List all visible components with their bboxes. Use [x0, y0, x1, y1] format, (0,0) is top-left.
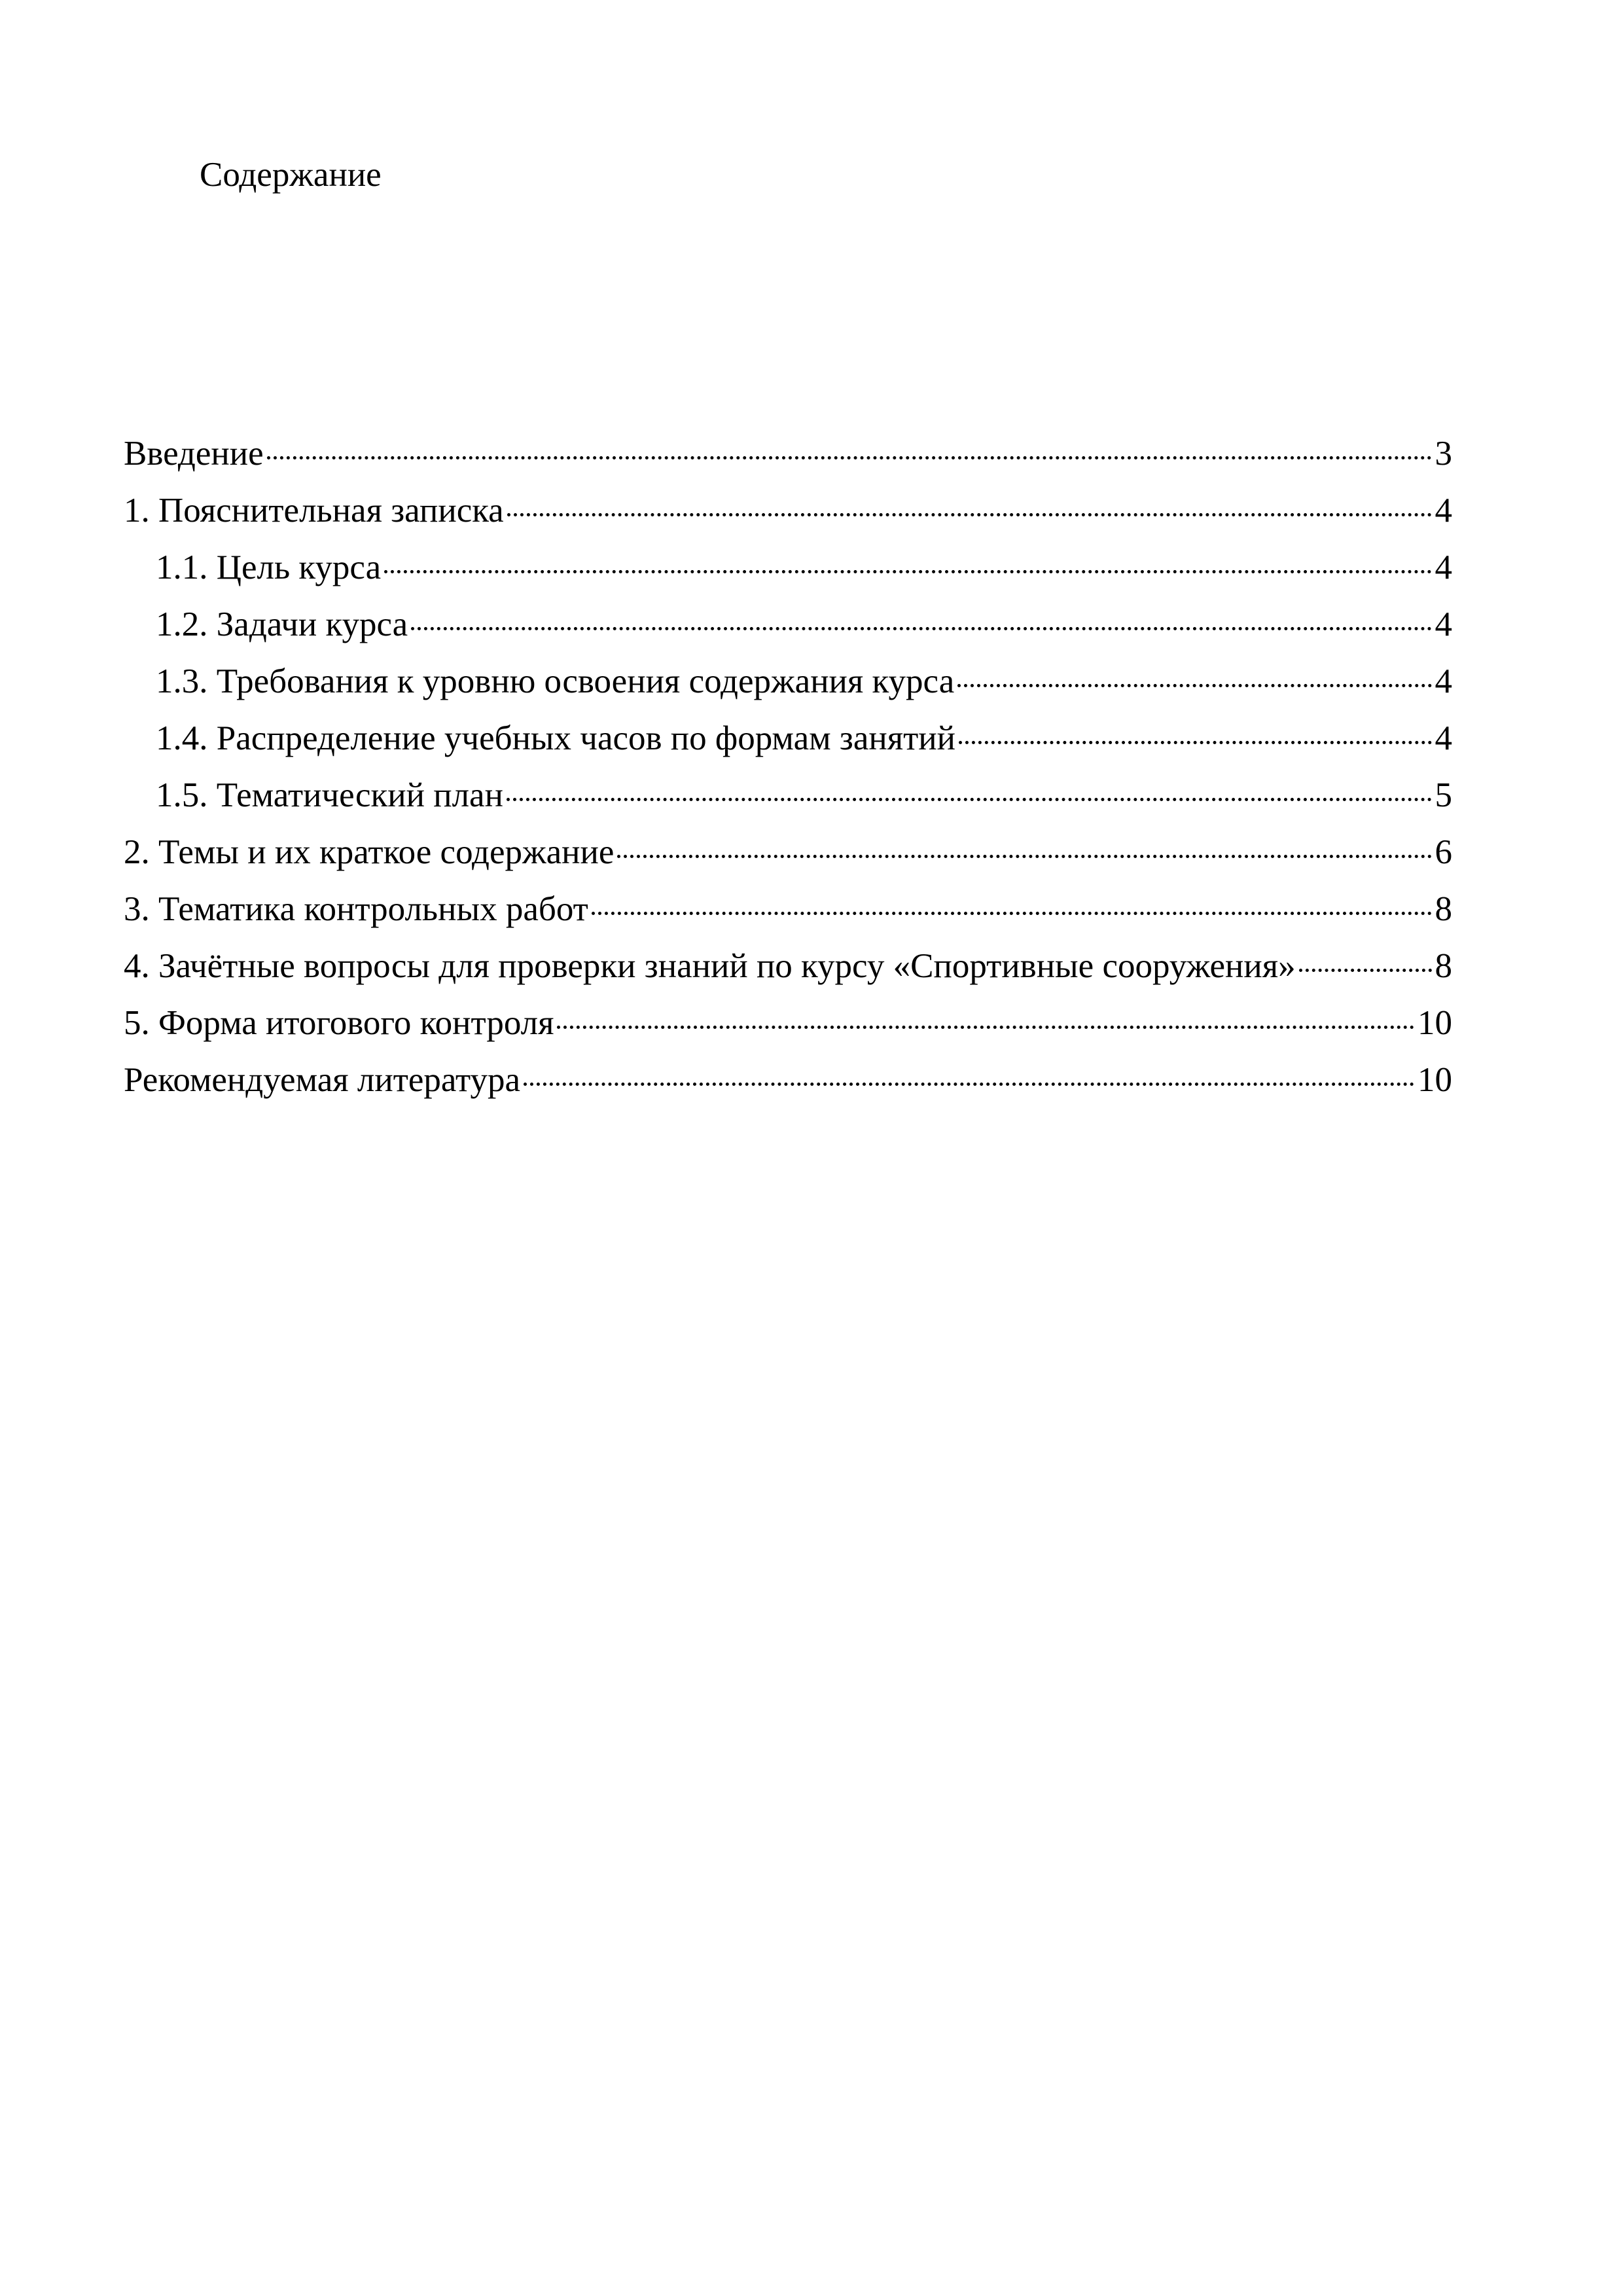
- toc-entry-section-5[interactable]: [124, 995, 1452, 1052]
- toc-dot-leader: [507, 513, 1432, 516]
- toc-entry-text: 4. Зачётные вопросы для проверки знаний по курсу «Спортивные сооружения»: [124, 947, 1296, 985]
- toc-page-number: 8: [1435, 947, 1452, 985]
- toc-page-number: 4: [1435, 719, 1452, 757]
- toc-page-number: 4: [1435, 605, 1452, 643]
- toc-entry-text: 1.4. Распределение учебных часов по формам занятий: [156, 719, 956, 757]
- toc-page-number: 5: [1435, 776, 1452, 814]
- toc-entry-section-1-3[interactable]: [124, 653, 1452, 710]
- toc-dot-leader: [267, 456, 1432, 459]
- toc-page-number: 10: [1418, 1061, 1452, 1099]
- page-title: Содержание: [200, 156, 382, 194]
- toc-dot-leader: [1299, 969, 1432, 972]
- toc-entry-recommended-literature[interactable]: [124, 1052, 1452, 1109]
- toc-entry-section-1-1[interactable]: [124, 539, 1452, 596]
- toc-entry-text: 2. Темы и их краткое содержание: [124, 833, 615, 871]
- toc-entry-section-3[interactable]: [124, 881, 1452, 938]
- toc-entry-section-1-4[interactable]: [124, 710, 1452, 767]
- toc-page-number: 4: [1435, 548, 1452, 586]
- toc-dot-leader: [557, 1026, 1414, 1029]
- toc-entry-section-1-2[interactable]: [124, 596, 1452, 653]
- toc-dot-leader: [957, 684, 1431, 687]
- toc-entry-text: Введение: [124, 435, 264, 473]
- toc-entry-text: 1.1. Цель курса: [156, 548, 382, 586]
- toc-page-number: 3: [1435, 435, 1452, 473]
- toc-dot-leader: [592, 912, 1432, 915]
- toc-entry-text: 1.5. Тематический план: [156, 776, 503, 814]
- toc-entry-text: 1.3. Требования к уровню освоения содержания курса: [156, 662, 955, 700]
- toc-page-number: 4: [1435, 662, 1452, 700]
- toc-dot-leader: [507, 798, 1432, 801]
- toc-page-number: 6: [1435, 833, 1452, 871]
- toc-entry-text: 1. Пояснительная записка: [124, 492, 504, 529]
- toc-page-number: 8: [1435, 890, 1452, 928]
- toc-entry-section-4[interactable]: [124, 938, 1452, 995]
- toc-entry-section-1-5[interactable]: [124, 767, 1452, 824]
- toc-entry-section-2[interactable]: [124, 824, 1452, 881]
- toc-dot-leader: [959, 741, 1431, 744]
- toc-entry-text: Рекомендуемая литература: [124, 1061, 521, 1099]
- table-of-contents: [124, 425, 1452, 1109]
- toc-dot-leader: [524, 1083, 1414, 1086]
- toc-page-number: 10: [1418, 1004, 1452, 1042]
- toc-dot-leader: [384, 570, 1431, 573]
- toc-dot-leader: [617, 855, 1431, 858]
- toc-entry-text: 5. Форма итогового контроля: [124, 1004, 554, 1042]
- toc-entry-section-1[interactable]: [124, 482, 1452, 539]
- toc-page-number: 4: [1435, 492, 1452, 529]
- toc-dot-leader: [411, 627, 1431, 630]
- toc-entry-introduction[interactable]: [124, 425, 1452, 482]
- toc-entry-text: 3. Тематика контрольных работ: [124, 890, 588, 928]
- toc-entry-text: 1.2. Задачи курса: [156, 605, 408, 643]
